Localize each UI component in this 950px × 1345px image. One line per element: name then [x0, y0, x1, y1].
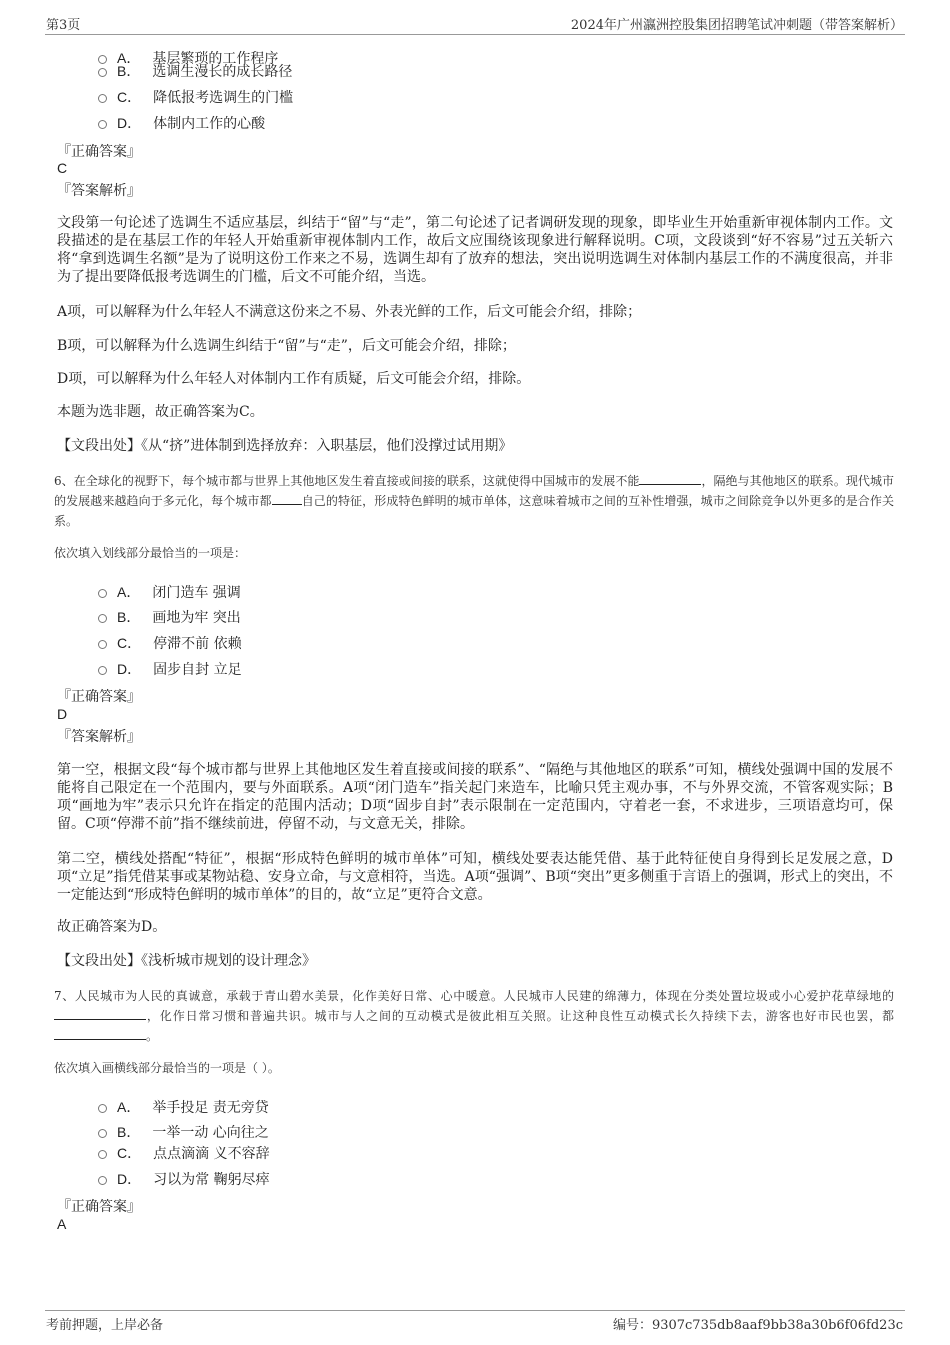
q5-option-c[interactable]: C． 降低报考选调生的门槛	[98, 87, 293, 107]
q5-analysis-paragraph: A项，可以解释为什么年轻人不满意这份来之不易、外表光鲜的工作，后文可能会介绍，排除；	[57, 304, 642, 320]
q5-analysis-label: 『答案解析』	[57, 183, 141, 199]
q6-analysis-label: 『答案解析』	[57, 729, 141, 745]
q5-option-b[interactable]: B． 选调生漫长的成长路径	[98, 61, 292, 81]
radio-icon[interactable]	[98, 666, 107, 675]
footer-slogan: 考前押题，上岸必备	[46, 1318, 164, 1333]
radio-icon[interactable]	[98, 94, 107, 103]
q6-analysis-paragraph: 第一空，根据文段“每个城市都与世界上其他地区发生着直接或间接的联系”、“隔绝与其他地区的联系”可知，横线处强调中国的发展不能将自己限定在一个范围内，要与外面联系。A项“闭门造车”指关起门来造车，比喻只凭主观办事，不与外界交流，不管客观实际；B项“画地为牢”表示只允许在指定的范围内活动；D项“固步自封”表示限制在一定范围内，守着老一套，不求进步，三项语意均可，保留。C项“停滞不前”指不继续前进，停留不动，与文意无关，排除。	[57, 762, 893, 832]
q6-question-stem: 6、在全球化的视野下，每个城市都与世界上其他地区发生着直接或间接的联系，这就使得中国城市的发展不能 ，隔绝与其他地区的联系。现代城市的发展越来越趋向于多元化，每个城市都 自己的特征，形成特色鲜明的城市单体，这意味着城市之间的互补性增强，城市之间除竞争以外更多的是合作关系。	[54, 474, 894, 528]
q6-prompt: 依次填入划线部分最恰当的一项是：	[54, 546, 247, 560]
q7-option-d[interactable]: D． 习以为常 鞠躬尽瘁	[98, 1169, 270, 1189]
q7-question-stem: 7、人民城市为人民的真诚意，承载于青山碧水美景，化作美好日常、心中暖意。人民城市人民建的绵薄力，体现在分类处置垃圾或小心爱护花草绿地的，化作日常习惯和普遍共识。城市与人之间的互动模式是彼此相互关照。让这种良性互动模式长久持续下去，游客也好市民也罢，都。	[54, 989, 894, 1043]
document-title: 2024年广州瀛洲控股集团招聘笔试冲刺题（带答案解析）	[570, 18, 903, 33]
q7-option-c[interactable]: C． 点点滴滴 义不容辞	[98, 1143, 270, 1163]
q5-source: 【文段出处】《从“挤”进体制到选择放弃：入职基层，他们没撑过试用期》	[57, 438, 513, 454]
document-id: 编号：9307c735db8aaf9bb38a30b6f06fd23c	[612, 1318, 903, 1333]
q5-answer: C	[57, 160, 68, 176]
q6-analysis-paragraph: 故正确答案为D。	[57, 919, 167, 935]
q6-analysis-paragraph: 第二空，横线处搭配“特征”，根据“形成特色鲜明的城市单体”可知，横线处要表达能凭借、基于此特征使自身得到长足发展之意，D项“立足”指凭借某事或某物站稳、安身立命，与文意相符，当选。A项“强调”、B项“突出”更多侧重于言语上的强调，形式上的突出，不一定能达到“形成特色鲜明的城市单体”的目的，故“立足”更符合文意。	[57, 851, 893, 903]
radio-icon[interactable]	[98, 120, 107, 129]
fill-blank	[54, 1028, 146, 1040]
q5-analysis-paragraph: 本题为选非题，故正确答案为C。	[57, 404, 264, 420]
header-divider	[45, 34, 905, 35]
q6-source: 【文段出处】《浅析城市规划的设计理念》	[57, 953, 316, 969]
fill-blank	[272, 493, 302, 505]
q7-option-a[interactable]: A． 举手投足 责无旁贷	[98, 1097, 269, 1117]
radio-icon[interactable]	[98, 1104, 107, 1113]
q6-option-c[interactable]: C． 停滞不前 依赖	[98, 633, 242, 653]
q5-analysis-paragraph: B项，可以解释为什么选调生纠结于“留”与“走”，后文可能会介绍，排除；	[57, 338, 516, 354]
q6-option-b[interactable]: B． 画地为牢 突出	[98, 607, 241, 627]
q6-option-a[interactable]: A． 闭门造车 强调	[98, 582, 241, 602]
fill-blank	[639, 473, 701, 485]
q6-answer-label: 『正确答案』	[57, 689, 141, 705]
q7-answer: A	[57, 1216, 67, 1232]
fill-blank	[54, 1008, 146, 1020]
radio-icon[interactable]	[98, 1150, 107, 1159]
radio-icon[interactable]	[98, 1129, 107, 1138]
radio-icon[interactable]	[98, 614, 107, 623]
q5-option-a[interactable]: A． 基层繁琐的工作程序	[98, 48, 278, 68]
q6-answer: D	[57, 706, 68, 722]
page-number: 第3页	[46, 18, 81, 33]
radio-icon[interactable]	[98, 589, 107, 598]
radio-icon[interactable]	[98, 640, 107, 649]
q6-option-d[interactable]: D． 固步自封 立足	[98, 659, 242, 679]
q7-option-b[interactable]: B． 一举一动 心向往之	[98, 1122, 269, 1142]
q5-option-d[interactable]: D． 体制内工作的心酸	[98, 113, 265, 133]
footer-divider	[45, 1310, 905, 1311]
q7-answer-label: 『正确答案』	[57, 1199, 141, 1215]
q7-prompt: 依次填入画横线部分最恰当的一项是（ ）。	[54, 1061, 280, 1075]
q5-answer-label: 『正确答案』	[57, 144, 141, 160]
radio-icon[interactable]	[98, 68, 107, 77]
radio-icon[interactable]	[98, 1176, 107, 1185]
q5-analysis-paragraph: D项，可以解释为什么年轻人对体制内工作有质疑，后文可能会介绍，排除。	[57, 371, 531, 387]
q5-analysis-paragraph: 文段第一句论述了选调生不适应基层，纠结于“留”与“走”，第二句论述了记者调研发现的现象，即毕业生开始重新审视体制内工作。文段描述的是在基层工作的年轻人开始重新审视体制内工作，故后文应围绕该现象进行解释说明。C项，文段谈到“好不容易”过五关斩六将“拿到选调生名额”是为了说明这份工作来之不易，选调生却有了放弃的想法，突出说明选调生对体制内基层工作的不满度很高，并非为了提出要降低报考选调生的门槛，后文不可能介绍，当选。	[57, 215, 893, 285]
